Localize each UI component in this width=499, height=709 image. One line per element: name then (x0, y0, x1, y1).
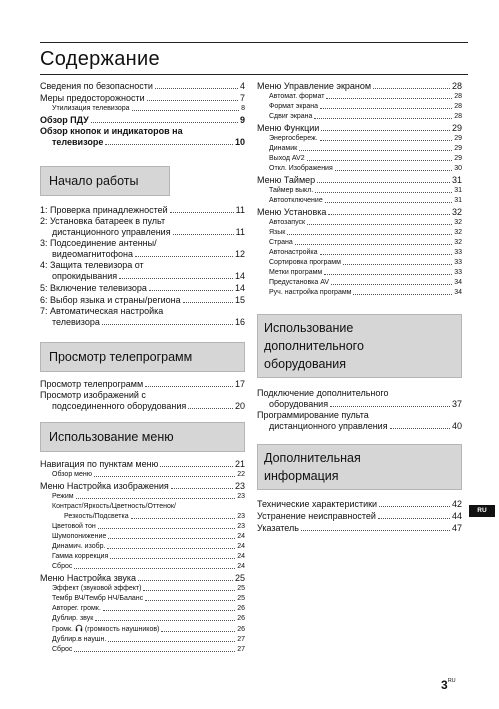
toc-subentry[interactable]: Таймер выкл. 31 (269, 187, 462, 194)
toc-entry[interactable]: Меры предосторожности 7 (40, 93, 245, 103)
toc-subentry[interactable]: Предустановка AV 34 (269, 279, 462, 286)
toc-entry-remote[interactable]: Программирование пульта дистанционного управления 40 (257, 410, 462, 431)
toc-entry[interactable]: Меню Установка 32 (257, 207, 462, 217)
toc-subentry[interactable]: Обзор меню 22 (52, 471, 245, 478)
toc-entry[interactable]: Сведения по безопасности 4 (40, 81, 245, 91)
toc-entry[interactable]: Меню Настройка изображения 23 (40, 481, 245, 491)
toc-subentry[interactable]: Энергосбереж. 29 (269, 135, 462, 142)
toc-subentry[interactable]: Автомат. формат 28 (269, 93, 462, 100)
toc-entry[interactable]: Меню Управление экраном 28 (257, 81, 462, 91)
toc-entry-headphone-volume[interactable]: Громк. (громкость наушников) 26 (52, 626, 245, 633)
toc-entry[interactable]: Меню Таймер 31 (257, 175, 462, 185)
section-using-menu: Использование меню (40, 422, 245, 452)
toc-subentry[interactable]: Шумопонижение 24 (52, 533, 245, 540)
toc-subentry[interactable]: Режим 23 (52, 493, 245, 500)
toc-entry[interactable]: Навигация по пунктам меню 21 (40, 459, 245, 469)
toc-entry[interactable]: Устранение неисправностей 44 (257, 511, 462, 521)
section-additional-info: Дополнительная информация (257, 444, 462, 490)
toc-subentry[interactable]: Формат экрана 28 (269, 103, 462, 110)
section-watching-tv: Просмотр телепрограмм (40, 342, 245, 372)
toc-subentry[interactable]: Сдвиг экрана 28 (269, 113, 462, 120)
toc-subentry[interactable]: Дублир. звук 26 (52, 615, 245, 622)
section-getting-started: Начало работы (40, 166, 170, 196)
toc-subentry[interactable]: Страна 32 (269, 239, 462, 246)
toc-subentry[interactable]: Руч. настройка программ 34 (269, 289, 462, 296)
language-tab: RU (469, 505, 495, 517)
toc-subentry[interactable]: Откл. Изображения 30 (269, 165, 462, 172)
page-title: Содержание (40, 48, 160, 70)
section-additional-equipment: Использование дополнительного оборудования (257, 314, 462, 378)
toc-right-column (257, 80, 462, 534)
toc-subentry[interactable]: Цветовой тон 23 (52, 523, 245, 530)
toc-subentry[interactable]: Сброс 27 (52, 646, 245, 653)
toc-subentry[interactable]: Автозапуск 32 (269, 219, 462, 226)
toc-subentry[interactable]: Авторег. громк. 26 (52, 605, 245, 612)
toc-subentry[interactable]: Сброс 24 (52, 563, 245, 570)
toc-subentry[interactable]: Динамик 29 (269, 145, 462, 152)
toc-subentry[interactable]: Автоотключение 31 (269, 197, 462, 204)
toc-entry-tipping[interactable]: 4: Защита телевизора от опрокидывания 14 (40, 260, 245, 281)
toc-subentry[interactable]: Автонастройка 33 (269, 249, 462, 256)
toc-subentry[interactable]: Динамич. изобр. 24 (52, 543, 245, 550)
toc-entry[interactable]: 1: Проверка принадлежностей 11 (40, 205, 245, 215)
toc-entry-batteries[interactable]: 2: Установка батареек в пульт дистанционного управления 11 (40, 216, 245, 237)
toc-subentry[interactable]: Язык 32 (269, 229, 462, 236)
toc-subentry[interactable]: Сортировка программ 33 (269, 259, 462, 266)
toc-entry-connect[interactable]: Подключение дополнительного оборудования 37 (257, 388, 462, 409)
toc-entry[interactable]: Меню Функции 29 (257, 123, 462, 133)
toc-entry[interactable]: Технические характеристики 42 (257, 499, 462, 509)
toc-subentry[interactable]: Метки программ 33 (269, 269, 462, 276)
headphones-icon (75, 624, 83, 632)
toc-subentry[interactable]: Эффект (звуковой эффект) 25 (52, 585, 245, 592)
title-bottom-rule (40, 74, 468, 75)
page-number: $3^{RU}$ (441, 678, 456, 692)
toc-entry-contrast[interactable]: Контраст/Яркость/Цветность/Оттенок/ Резкость/Подсветка 23 (52, 503, 245, 520)
toc-entry[interactable]: Меню Настройка звука 25 (40, 573, 245, 583)
toc-subentry[interactable]: Выход AV2 29 (269, 155, 462, 162)
toc-subentry[interactable]: Утилизация телевизора 8 (52, 105, 245, 112)
toc-entry[interactable]: Обзор ПДУ 9 (40, 115, 245, 125)
toc-entry[interactable]: 6: Выбор языка и страны/региона 15 (40, 295, 245, 305)
toc-entry-external[interactable]: Просмотр изображений с подсоединенного оборудования 20 (40, 390, 245, 411)
toc-entry[interactable]: Просмотр телепрограмм 17 (40, 379, 245, 389)
toc-entry[interactable]: Указатель 47 (257, 523, 462, 533)
title-top-rule (40, 42, 468, 43)
toc-entry-autotune[interactable]: 7: Автоматическая настройка телевизора 16 (40, 306, 245, 327)
toc-subentry[interactable]: Дублир.в наушн. 27 (52, 636, 245, 643)
toc-entry[interactable]: 5: Включение телевизора 14 (40, 283, 245, 293)
toc-entry-buttons[interactable]: Обзор кнопок и индикаторов на телевизоре 10 (40, 126, 245, 147)
toc-subentry[interactable]: Гамма коррекция 24 (52, 553, 245, 560)
toc-left-column (40, 80, 245, 655)
toc-entry-antenna[interactable]: 3: Подсоединение антенны/ видеомагнитофона 12 (40, 238, 245, 259)
toc-subentry[interactable]: Тембр ВЧ/Тембр НЧ/Баланс 25 (52, 595, 245, 602)
